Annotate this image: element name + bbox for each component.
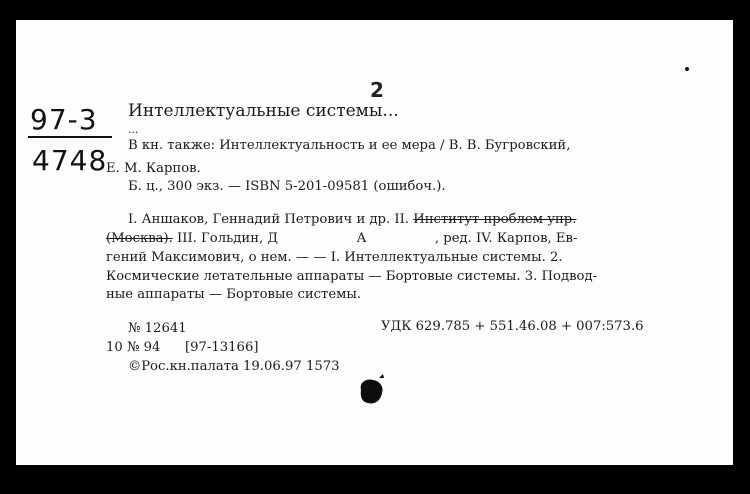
also-in-book-line2: Е. М. Карпов. <box>106 161 201 176</box>
issue-number: 10 № 94 <box>106 340 161 355</box>
shelf-mark-line2: 4748 <box>32 144 108 177</box>
struck-moscow: (Москва). <box>106 231 173 246</box>
card-title: Интеллектуальные системы... <box>128 101 399 121</box>
card-number: № 12641 <box>128 321 187 336</box>
index-line1 <box>128 212 576 227</box>
index-line2-end: , ред. IV. Карпов, Ев- <box>434 231 578 246</box>
imprint-line: Б. ц., 300 экз. — ISBN 5-201-09581 (ошибоч.). <box>128 179 446 194</box>
index-line2-text: III. Гольдин, Д <box>177 231 279 246</box>
index-line3: гений Максимович, о нем. — — I. Интеллектуальные системы. 2. <box>106 250 563 265</box>
also-in-book-line1: В кн. также: Интеллектуальность и ее мера / В. В. Бугровский, <box>128 138 571 153</box>
shelf-mark-underline <box>28 136 112 138</box>
catalog-card <box>16 20 733 465</box>
udk-code: УДК 629.785 + 551.46.08 + 007:573.6 <box>381 319 644 334</box>
speck-mark <box>685 67 689 71</box>
index-line2 <box>106 231 577 246</box>
registration-number: [97-13166] <box>185 340 259 355</box>
book-chamber-stamp: ©Рос.кн.палата 19.06.97 1573 <box>128 359 340 374</box>
index-line1-text: I. Аншаков, Геннадий Петрович и др. II. <box>128 212 409 227</box>
index-line4: Космические летательные аппараты — Бортовые системы. 3. Подвод- <box>106 269 598 284</box>
struck-institute: Институт проблем упр. <box>413 212 577 227</box>
corner-number: 2 <box>370 78 384 102</box>
ink-blot-mark <box>353 372 391 410</box>
shelf-mark-line1: 97-3 <box>30 103 98 136</box>
title-ellipsis: ... <box>128 123 139 136</box>
index-line2-initial: А <box>356 231 367 246</box>
index-line5: ные аппараты — Бортовые системы. <box>106 287 362 302</box>
